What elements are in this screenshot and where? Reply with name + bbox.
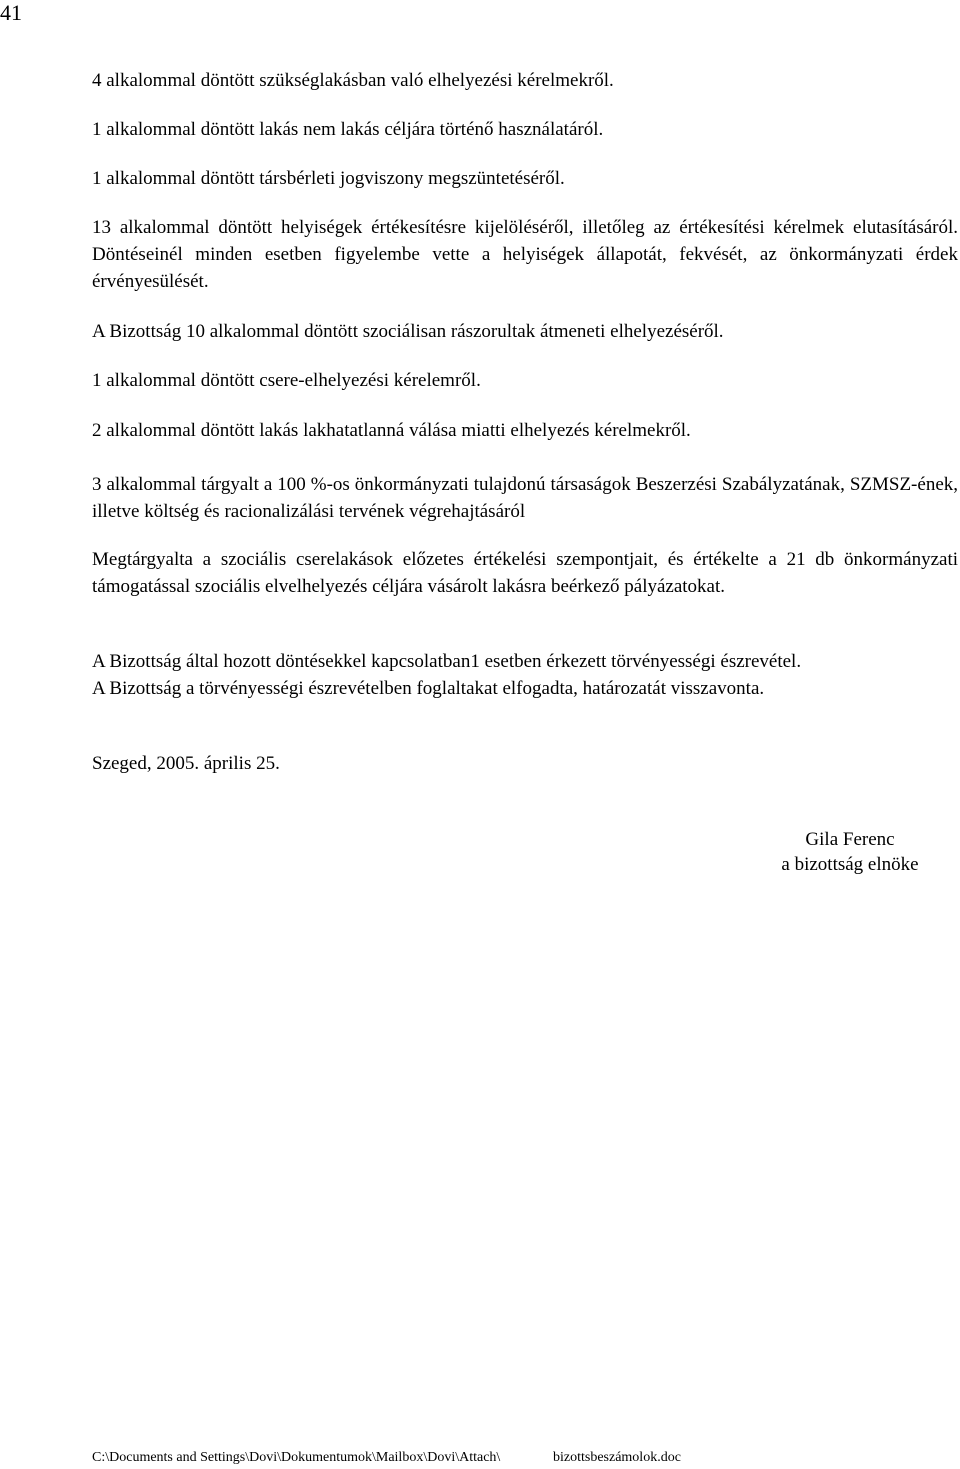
paragraph-legality-remark: A Bizottság által hozott döntésekkel kapcsolatban1 esetben érkezett törvényességi észrevétel. [92, 651, 802, 672]
paragraph-co-tenancy: 1 alkalommal döntött társbérleti jogviszony megszüntetéséről. [92, 168, 565, 189]
paragraph-exchange-housing: 1 alkalommal döntött csere-elhelyezési kérelemről. [92, 370, 481, 391]
paragraph-social-exchange: Megtárgyalta a szociális cserelakások előzetes értékelési szempontjait, és értékelte a 21 db önkormányzati támogatással szociális elvelhelyezés céljára vásárolt lakásra beérkező pályázatokat. [92, 549, 958, 597]
signatory-name: Gila Ferenc [805, 829, 895, 850]
paragraph-needs-housing: 4 alkalommal döntött szükséglakásban való elhelyezési kérelmekről. [92, 70, 614, 91]
place-date: Szeged, 2005. április 25. [92, 753, 280, 774]
paragraph-procurement-rules: 3 alkalommal tárgyalt a 100 %-os önkormányzati tulajdonú társaságok Beszerzési Szabályzatának, SZMSZ-ének, illetve költség és racionalizálási tervének végrehajtásáról [92, 474, 958, 522]
footer-file-name: bizottsbeszámolok.doc [553, 1450, 681, 1465]
paragraph-decision-withdrawn: A Bizottság a törvényességi észrevételben foglaltakat elfogadta, határozatát visszavonta. [92, 678, 765, 699]
signatory-title: a bizottság elnöke [781, 854, 919, 875]
footer-file-path: C:\Documents and Settings\Dovi\Dokumentumok\Mailbox\Dovi\Attach\ [92, 1450, 501, 1465]
paragraph-temporary-housing: A Bizottság 10 alkalommal döntött szociálisan rászorultak átmeneti elhelyezéséről. [92, 321, 724, 342]
page-number: 41 [0, 0, 22, 25]
paragraph-non-residential-use: 1 alkalommal döntött lakás nem lakás céljára történő használatáról. [92, 119, 604, 140]
paragraph-premises-sale: 13 alkalommal döntött helyiségek értékesítésre kijelöléséről, illetőleg az értékesítési kérelmek elutasításáról. Döntéseinél minden esetben figyelembe vette a helyiségek állapotát, fekvését, az önkormányzati érdek érvényesülését. [92, 217, 958, 292]
paragraph-uninhabitable: 2 alkalommal döntött lakás lakhatatlanná válása miatti elhelyezés kérelmekről. [92, 420, 691, 441]
